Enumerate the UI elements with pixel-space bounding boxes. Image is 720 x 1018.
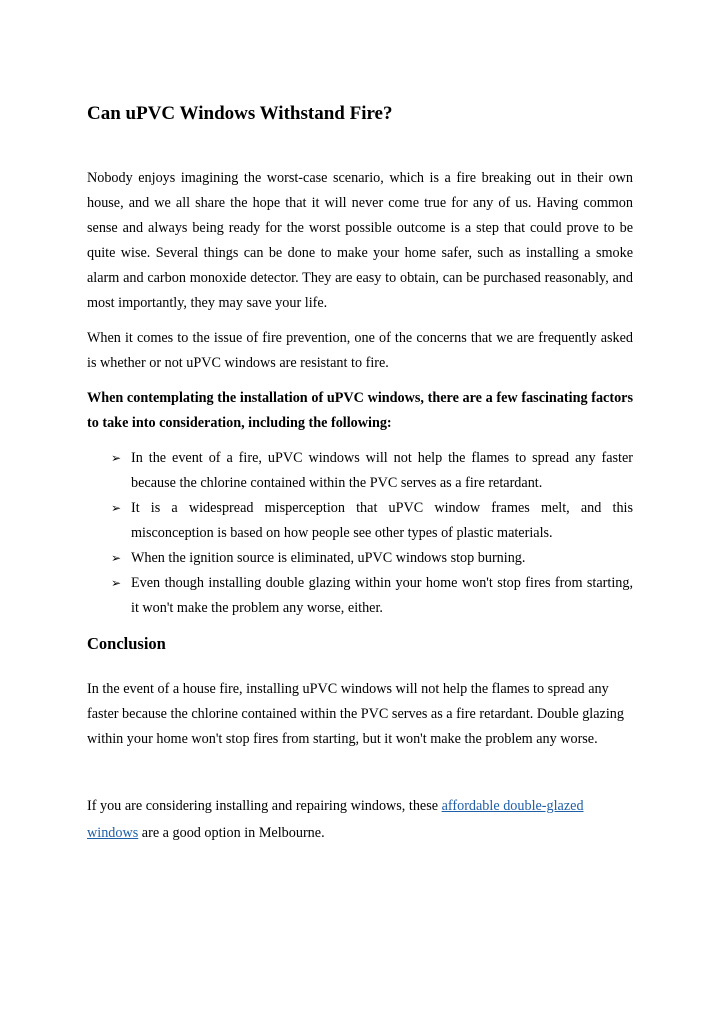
arrow-bullet-icon: ➢: [111, 501, 122, 515]
factors-list: [111, 446, 633, 621]
arrow-bullet-icon: ➢: [111, 576, 122, 590]
list-item-text: When the ignition source is eliminated, uPVC windows stop burning.: [131, 550, 526, 566]
list-item-text: Even though installing double glazing within your home won't stop fires from starting, it won't make the problem any worse, either.: [131, 575, 633, 616]
list-item: [111, 571, 633, 621]
final-paragraph-text-after: are a good option in Melbourne.: [138, 825, 325, 841]
list-item-text: It is a widespread misperception that uPVC window frames melt, and this misconception is based on how people see other types of plastic materials.: [131, 500, 633, 541]
intro-paragraph: Nobody enjoys imagining the worst-case scenario, which is a fire breaking out in their own house, and we all share the hope that it will never come true for any of us. Having common sense and always being ready for the worst possible outcome is a step that could prove to be quite wise. Several things can be done to make your home safer, such as installing a smoke alarm and carbon monoxide detector. They are easy to obtain, can be purchased reasonably, and most importantly, they may save your life.: [87, 170, 633, 311]
arrow-bullet-icon: ➢: [111, 451, 122, 465]
double-glazed-windows-link[interactable]: affordable double-glazed windows: [87, 798, 584, 841]
list-item-text: In the event of a fire, uPVC windows will not help the flames to spread any faster because the chlorine contained within the PVC serves as a fire retardant.: [131, 450, 633, 491]
factors-intro-paragraph: When contemplating the installation of uPVC windows, there are a few fascinating factors to take into consideration, including the following:: [87, 390, 633, 431]
list-item: [111, 546, 633, 571]
page-title: Can uPVC Windows Withstand Fire?: [87, 103, 393, 124]
conclusion-paragraph: In the event of a house fire, installing uPVC windows will not help the flames to spread any faster because the chlorine contained within the PVC serves as a fire retardant. Double glazing within your home won't stop fires from starting, but it won't make the problem any worse.: [87, 681, 624, 747]
list-item: [111, 446, 633, 496]
conclusion-heading: Conclusion: [87, 634, 166, 653]
final-paragraph-text-before: If you are considering installing and repairing windows, these: [87, 798, 442, 814]
list-item: [111, 496, 633, 546]
final-paragraph: [87, 793, 633, 847]
fire-prevention-paragraph: When it comes to the issue of fire prevention, one of the concerns that we are frequently asked is whether or not uPVC windows are resistant to fire.: [87, 330, 633, 371]
arrow-bullet-icon: ➢: [111, 551, 122, 565]
